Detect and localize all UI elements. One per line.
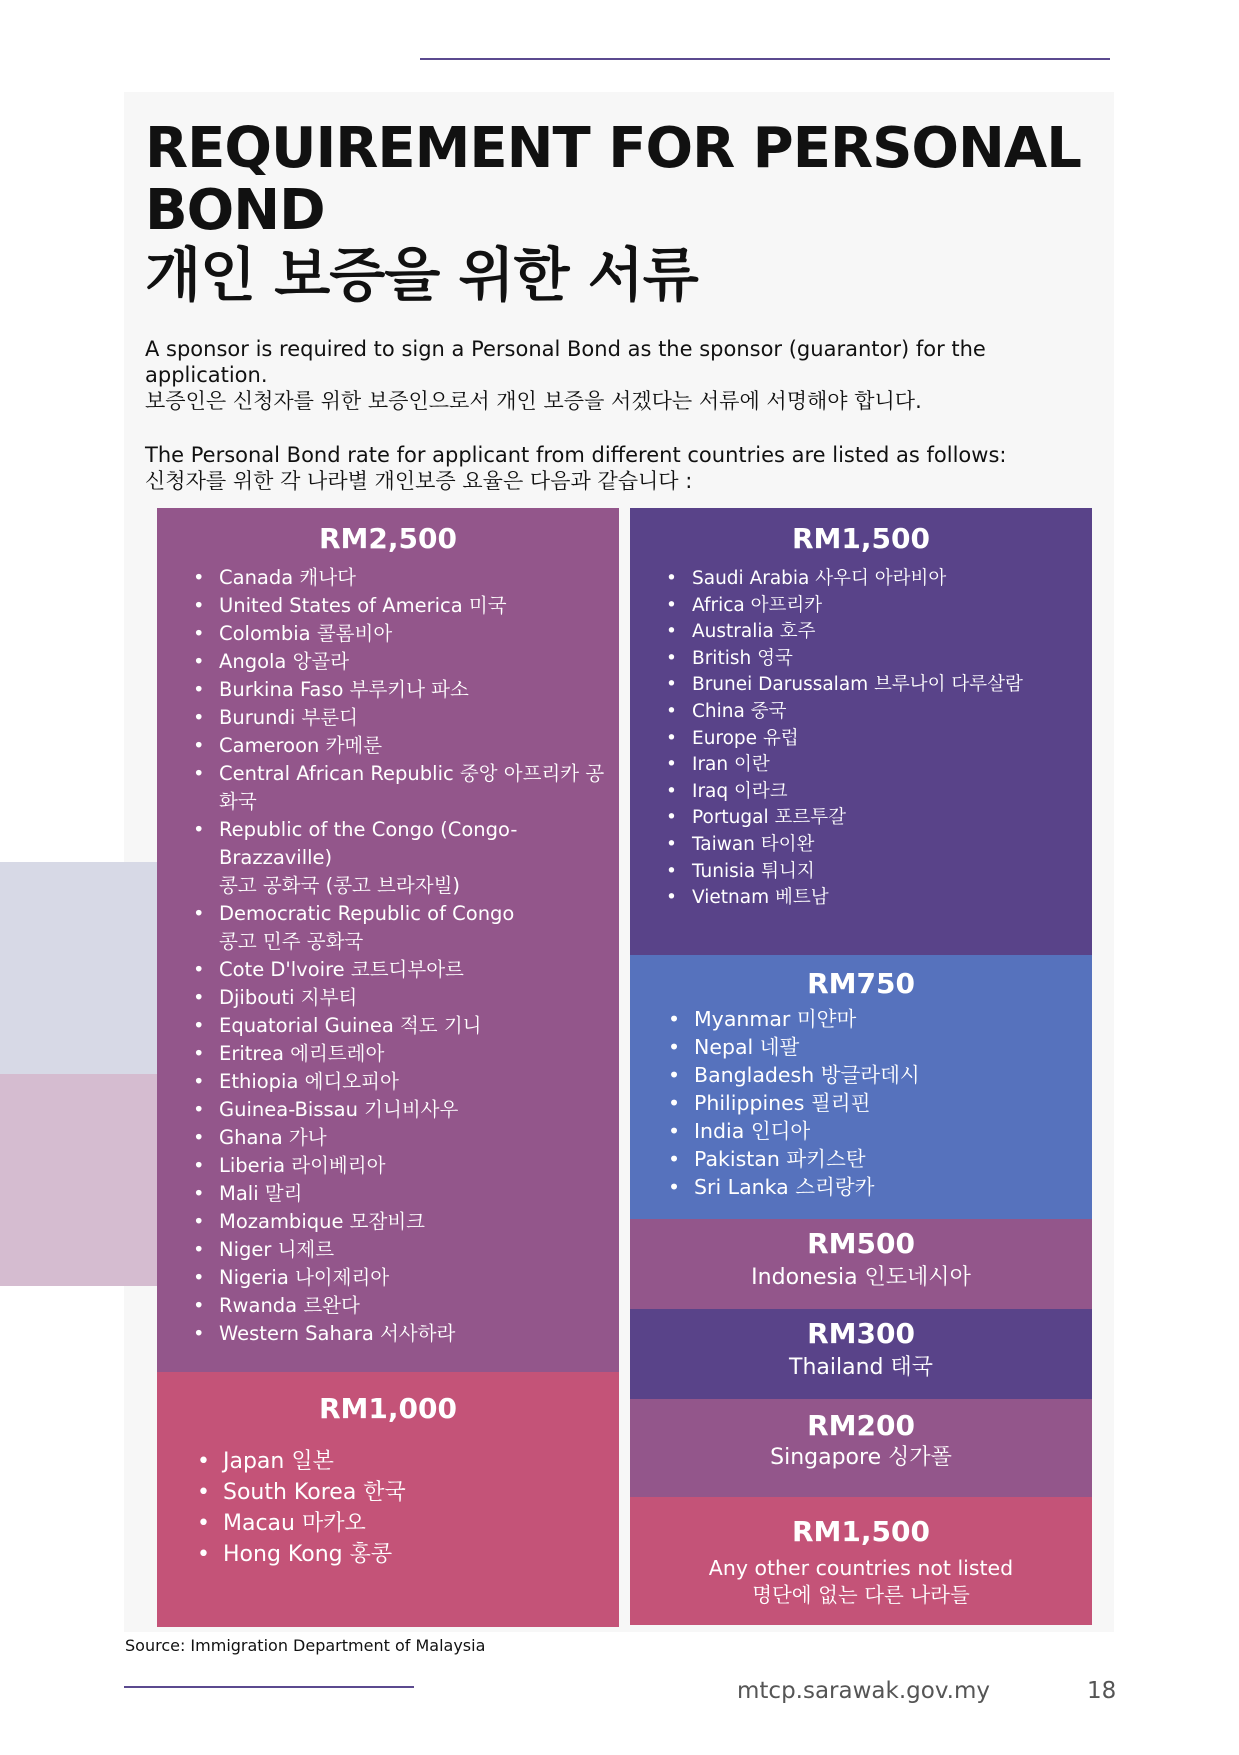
country-item: • Australia 호주 [662, 619, 1082, 646]
country-list [664, 1005, 1084, 1201]
country-item: • Burkina Faso 부루키나 파소 [189, 676, 609, 704]
country-list [662, 566, 1082, 912]
rate-country: Indonesia 인도네시아 [751, 1265, 971, 1290]
country-item: • Nepal 네팔 [664, 1033, 1084, 1061]
country-item: • Iran 이란 [662, 752, 1082, 779]
country-item: • Colombia 콜롬비아 [189, 620, 609, 648]
country-item: • Macau 마카오 [193, 1508, 613, 1539]
page-title [145, 116, 1105, 309]
intro-sponsor-en: A sponsor is required to sign a Personal Bond as the sponsor (guarantor) for the application. [145, 337, 986, 387]
rate-amount: RM2,500 [319, 522, 457, 555]
country-item: • Djibouti 지부티 [189, 984, 609, 1012]
rate-box-rm750 [630, 955, 1092, 1219]
country-item: • Western Sahara 서사하라 [189, 1320, 609, 1348]
country-item: • Rwanda 르완다 [189, 1292, 609, 1320]
intro-rates-ko: 신청자를 위한 각 나라별 개인보증 요율은 다음과 같습니다 : [145, 469, 693, 493]
rate-box-rm200 [630, 1399, 1092, 1497]
country-item: • Guinea-Bissau 기니비사우 [189, 1096, 609, 1124]
rate-box-other-countries [630, 1497, 1092, 1625]
intro-text [145, 336, 1075, 494]
country-item: • Myanmar 미얀마 [664, 1005, 1084, 1033]
country-item: • Canada 캐나다 [189, 564, 609, 592]
country-item: • Niger 니제르 [189, 1236, 609, 1264]
country-item: • Burundi 부룬디 [189, 704, 609, 732]
country-item: • India 인디아 [664, 1117, 1084, 1145]
country-item: • British 영국 [662, 646, 1082, 673]
page-title-korean: 개인 보증을 위한 서류 [145, 241, 698, 309]
country-item: • Taiwan 타이완 [662, 832, 1082, 859]
country-item: • China 중국 [662, 699, 1082, 726]
rate-box-rm300 [630, 1309, 1092, 1399]
country-item: • Cote D'lvoire 코트디부아르 [189, 956, 609, 984]
rate-amount: RM750 [807, 967, 915, 1000]
country-item: • Europe 유럽 [662, 726, 1082, 753]
page-number: 18 [1087, 1678, 1117, 1704]
country-item: • Eritrea 에리트레아 [189, 1040, 609, 1068]
source-note: Source: Immigration Department of Malaysia [125, 1636, 486, 1655]
top-divider [420, 58, 1110, 60]
country-item: • Republic of the Congo (Congo-Brazzaville) 콩고 공화국 (콩고 브라자빌) [189, 816, 609, 900]
country-item: • Angola 앙골라 [189, 648, 609, 676]
footer-url[interactable]: mtcp.sarawak.gov.my [737, 1678, 990, 1704]
rate-amount: RM300 [807, 1317, 915, 1350]
country-item: • Equatorial Guinea 적도 기니 [189, 1012, 609, 1040]
rate-other-ko: 명단에 없는 다른 나라들 [752, 1583, 970, 1607]
country-item: • Hong Kong 홍콩 [193, 1539, 613, 1570]
decorative-block-lavender [0, 862, 158, 1074]
country-item: • Central African Republic 중앙 아프리카 공화국 [189, 760, 609, 816]
decorative-block-mauve [0, 1074, 158, 1286]
country-item: • Philippines 필리핀 [664, 1089, 1084, 1117]
country-item: • Saudi Arabia 사우디 아라비아 [662, 566, 1082, 593]
country-item: • Pakistan 파키스탄 [664, 1145, 1084, 1173]
intro-sponsor-ko: 보증인은 신청자를 위한 보증인으로서 개인 보증을 서겠다는 서류에 서명해야 합니다. [145, 389, 922, 413]
bottom-divider [124, 1686, 414, 1688]
country-item: • Mali 말리 [189, 1180, 609, 1208]
country-item: • Liberia 라이베리아 [189, 1152, 609, 1180]
country-item: • Brunei Darussalam 브루나이 다루살람 [662, 672, 1082, 699]
rate-box-rm1500 [630, 508, 1092, 955]
country-item: • Nigeria 나이제리아 [189, 1264, 609, 1292]
rate-country: Singapore 싱가폴 [770, 1445, 952, 1470]
rate-amount: RM1,500 [792, 1515, 930, 1548]
country-item: • Portugal 포르투갈 [662, 805, 1082, 832]
country-item: • Bangladesh 방글라데시 [664, 1061, 1084, 1089]
intro-rates-en: The Personal Bond rate for applicant from different countries are listed as follows: [145, 443, 1007, 467]
rate-amount: RM500 [807, 1227, 915, 1260]
country-item: • South Korea 한국 [193, 1477, 613, 1508]
country-item: • Tunisia 튀니지 [662, 859, 1082, 886]
country-item: • Sri Lanka 스리랑카 [664, 1173, 1084, 1201]
rate-amount: RM200 [807, 1409, 915, 1442]
country-item: • Mozambique 모잠비크 [189, 1208, 609, 1236]
rate-country: Thailand 태국 [789, 1355, 933, 1380]
rate-amount: RM1,000 [319, 1392, 457, 1425]
country-item: • Iraq 이라크 [662, 779, 1082, 806]
country-item: • Cameroon 카메룬 [189, 732, 609, 760]
rate-box-rm2500 [157, 508, 619, 1372]
country-list [193, 1446, 613, 1570]
country-item: • United States of America 미국 [189, 592, 609, 620]
country-item: • Democratic Republic of Congo 콩고 민주 공화국 [189, 900, 609, 956]
rate-box-rm1000 [157, 1372, 619, 1627]
country-item: • Japan 일본 [193, 1446, 613, 1477]
page-title-english: REQUIREMENT FOR PERSONAL BOND [145, 116, 1081, 243]
country-item: • Ghana 가나 [189, 1124, 609, 1152]
country-item: • Africa 아프리카 [662, 593, 1082, 620]
country-item: • Ethiopia 에디오피아 [189, 1068, 609, 1096]
country-item: • Vietnam 베트남 [662, 885, 1082, 912]
rate-amount: RM1,500 [792, 522, 930, 555]
rate-box-rm500 [630, 1219, 1092, 1309]
rate-other-en: Any other countries not listed [708, 1556, 1014, 1580]
country-list [189, 564, 609, 1348]
